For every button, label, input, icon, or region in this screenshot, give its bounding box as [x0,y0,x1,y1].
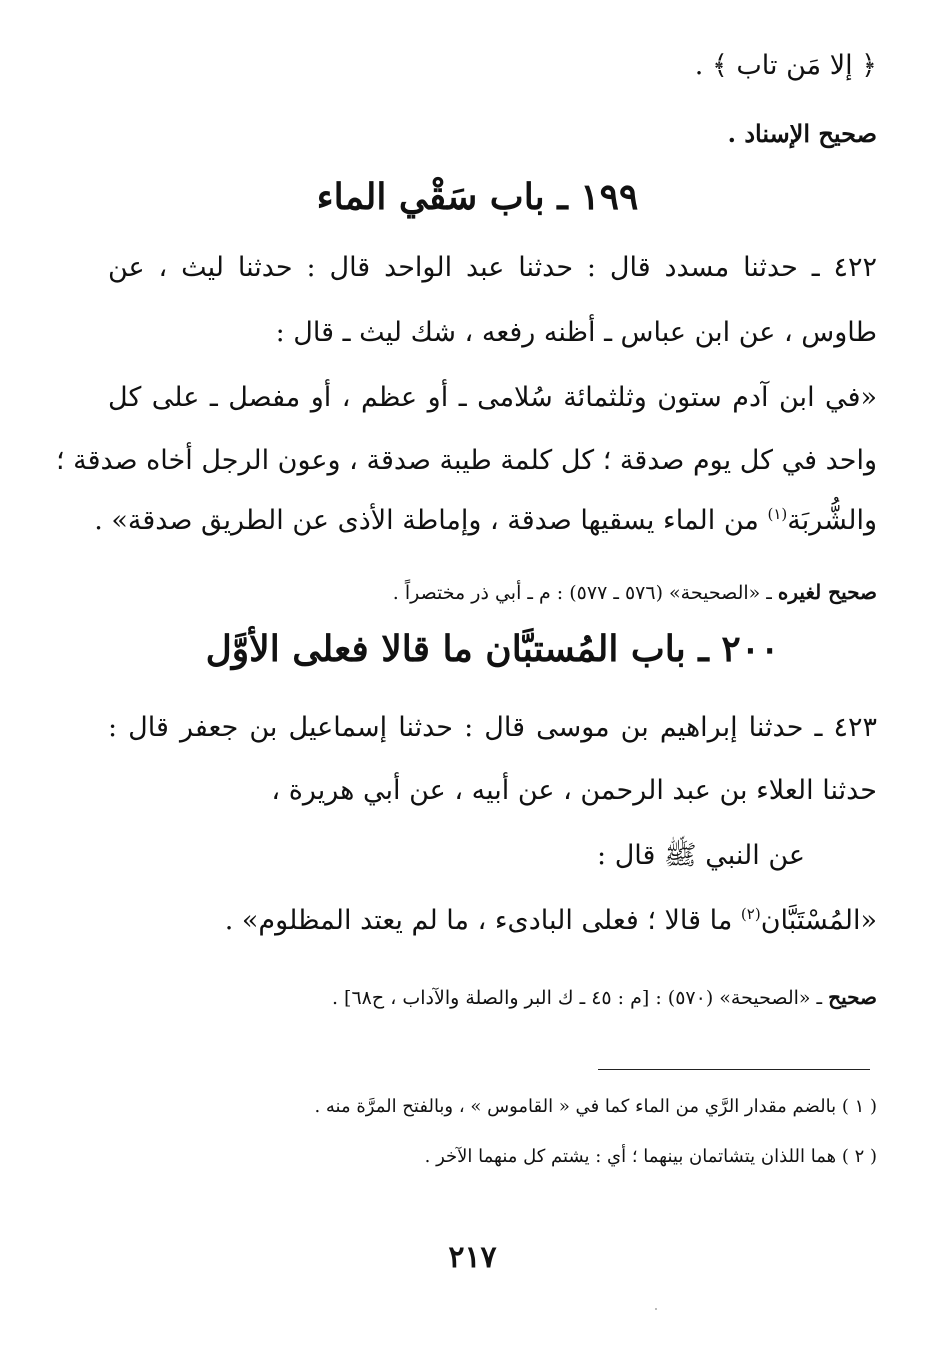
footnote-2: ( ٢ ) هما اللذان يتشاتمان بينهما ؛ أي : يشتم كل منهما الآخر . [424,1146,877,1167]
hadith-text: ما قالا ؛ فعلى البادىء ، ما لم يعتد المظلوم» . [224,905,741,936]
hadith-text: «المُسْتَبَّان [760,905,877,936]
grading-text: صحيح الإسناد . [727,119,877,148]
chapter-heading-199: ١٩٩ ـ باب سَقْي الماء [316,176,639,218]
verse-quote-text: ﴿ إلا مَن تاب ﴾ . [694,50,877,81]
hadith-text: والشُّربَة [787,505,877,536]
grading-423 [108,985,877,1010]
grading-reference: ـ «الصحيحة» (٥٧٠) : [م : ٤٥ ـ ك البر والصلة والآداب ، ح٦٨] . [331,987,829,1009]
grading-label: صحيح [828,985,877,1009]
hadith-422-line-2: طاوس ، عن ابن عباس ـ أظنه رفعه ، شك ليث ـ قال : [275,317,877,348]
hadith-422-line-5 [94,505,877,537]
grading-reference: ـ «الصحيحة» (٥٧٦ ـ ٥٧٧) : م ـ أبي ذر مختصراً . [392,582,778,604]
hadith-422-line-1: ٤٢٢ ـ حدثنا مسدد قال : حدثنا عبد الواحد قال : حدثنا ليث ، عن [108,252,877,283]
hadith-423-line-2: حدثنا العلاء بن عبد الرحمن ، عن أبيه ، عن أبي هريرة ، [271,775,877,806]
page-number: ٢١٧ [448,1240,497,1275]
grading-line [108,120,877,149]
hadith-422-line-4: واحد في كل يوم صدقة ؛ كل كلمة طيبة صدقة ، وعون الرجل أخاه صدقة ؛ [55,445,877,476]
verse-quote-line [108,50,877,82]
grading-422 [108,580,877,605]
footnote-ref-2: (٢) [740,905,761,923]
scan-speck [655,1308,657,1310]
chapter-heading-200: ٢٠٠ ـ باب المُستبَّان ما قالا فعلى الأوَّل [205,628,780,670]
footnote-ref-1: (١) [767,505,788,523]
hadith-423-line-4 [108,905,877,937]
footnote-1: ( ١ ) بالضم مقدار الرَّي من الماء كما في « القاموس » ، وبالفتح المرَّة منه . [314,1096,877,1117]
grading-label: صحيح لغيره [777,580,877,604]
hadith-text: من الماء يسقيها صدقة ، وإماطة الأذى عن الطريق صدقة» . [94,505,768,536]
hadith-422-line-3: «في ابن آدم ستون وثلثمائة سُلامى ـ أو عظم ، أو مفصل ـ على كل [108,382,877,413]
hadith-423-line-1: ٤٢٣ ـ حدثنا إبراهيم بن موسى قال : حدثنا إسماعيل بن جعفر قال : [108,712,877,743]
hadith-423-line-3: عن النبي ﷺ قال : [597,840,805,871]
footnote-divider [598,1069,870,1070]
